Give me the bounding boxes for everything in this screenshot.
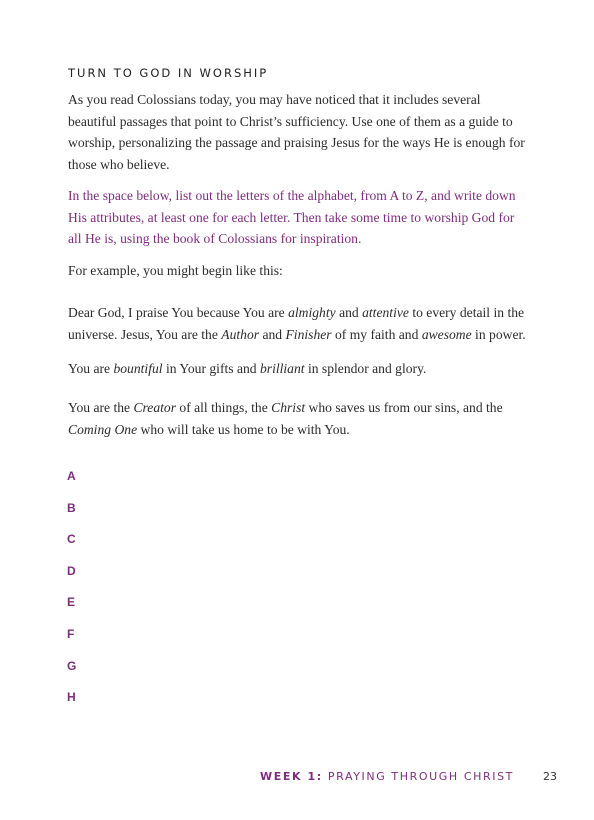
text-segment: and: [335, 305, 363, 320]
emphasis-word: brilliant: [259, 361, 305, 376]
alphabet-list: [67, 468, 76, 721]
example-paragraph-c: [68, 397, 530, 440]
text-segment: in splendor and glory.: [304, 361, 427, 376]
text-segment: in Your gifts and: [162, 361, 260, 376]
emphasis-word: bountiful: [113, 361, 163, 376]
letter-c: C: [67, 532, 76, 547]
text-segment: in power.: [471, 326, 526, 342]
page-number: 23: [543, 770, 557, 783]
letter-b: B: [67, 500, 76, 515]
text-segment: You are: [68, 361, 114, 376]
running-footer: [260, 770, 514, 783]
section-heading: TURN TO GOD IN WORSHIP: [68, 66, 269, 80]
emphasis-word: Christ: [271, 400, 306, 415]
emphasis-word: Author: [221, 326, 260, 342]
text-segment: of my faith and: [331, 326, 422, 342]
letter-g: G: [67, 658, 77, 673]
text-segment: and: [259, 326, 286, 342]
text-segment: of all things, the: [176, 400, 272, 415]
text-segment: You are the: [68, 400, 134, 415]
footer-title: PRAYING THROUGH CHRIST: [322, 770, 514, 783]
emphasis-word: Finisher: [285, 326, 332, 342]
intro-paragraph: As you read Colossians today, you may have noticed that it includes several beautiful passages that point to Christ’s sufficiency. Use one of them as a guide to worship, personalizing the passage and praising Jesus for the ways He is enough for those who believe.: [68, 92, 525, 172]
emphasis-word: almighty: [288, 305, 336, 320]
text-segment: Dear God, I praise You because You are: [68, 305, 289, 320]
example-intro: For example, you might begin like this:: [68, 263, 283, 278]
instruction-paragraph: In the space below, list out the letters of the alphabet, from A to Z, and write down His attributes, at least one for each letter. Then take some time to worship God for all He is, using the book of Colossians for inspiration.: [68, 188, 516, 247]
emphasis-word: awesome: [421, 326, 472, 342]
emphasis-word: Coming One: [68, 421, 138, 437]
emphasis-word: attentive: [362, 305, 409, 320]
letter-f: F: [67, 626, 75, 641]
letter-e: E: [67, 595, 76, 610]
example-paragraph-b: [68, 358, 530, 380]
text-segment: who will take us home to be with You.: [137, 421, 350, 437]
emphasis-word: Creator: [133, 400, 176, 415]
text-segment: who saves us from our sins, and the: [305, 400, 503, 415]
example-paragraph-a: [68, 302, 530, 345]
footer-week: WEEK 1:: [260, 770, 323, 783]
letter-a: A: [67, 469, 76, 483]
letter-h: H: [67, 690, 76, 705]
letter-d: D: [67, 563, 76, 578]
text-segment: to every detail in the universe. Jesus, You are the: [68, 305, 525, 342]
